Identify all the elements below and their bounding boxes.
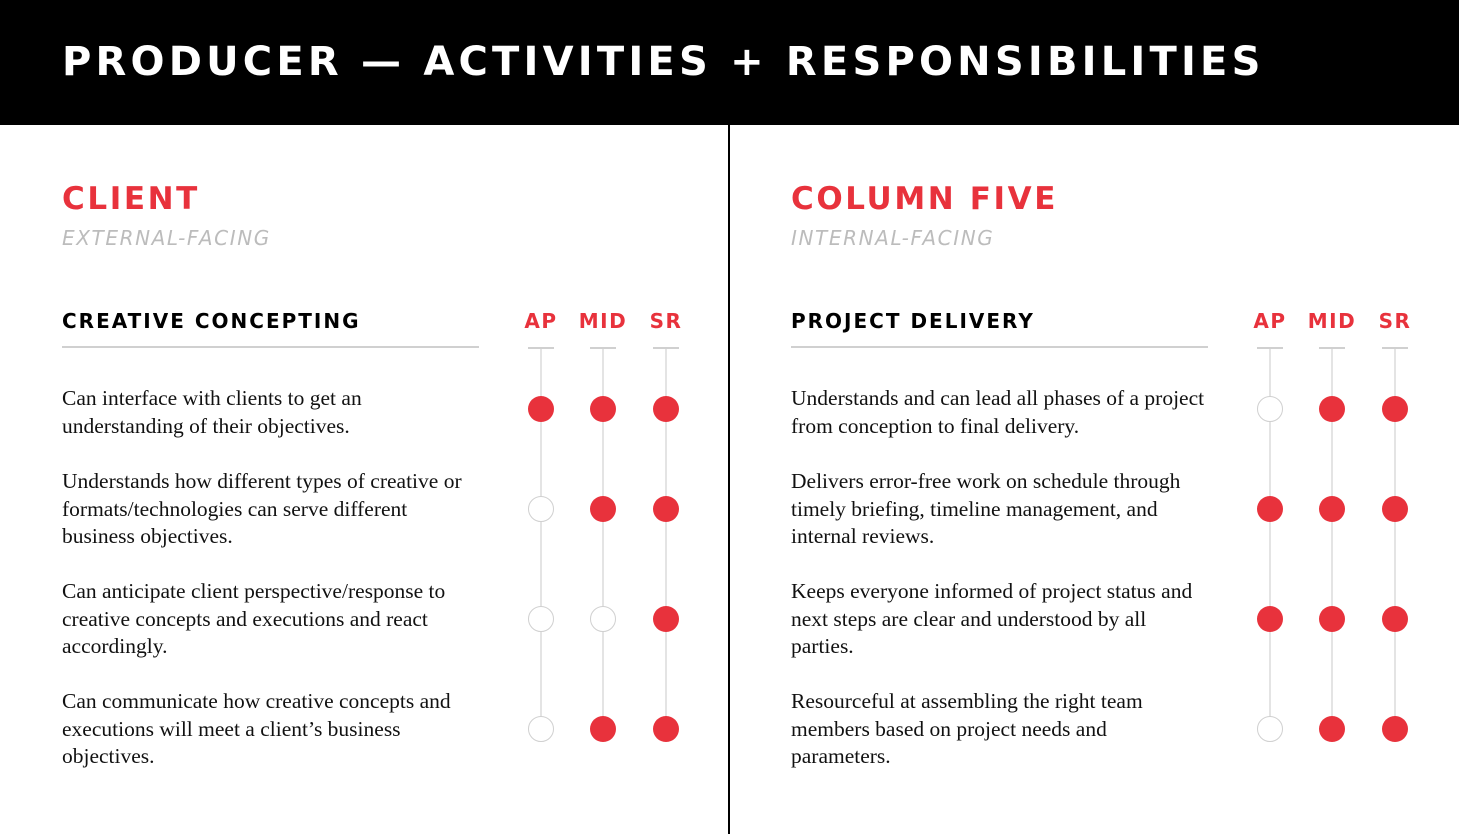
responsibility-text: Understands how different types of creative or formats/technologies can serve different business objectives.	[62, 469, 462, 548]
empty-dot-ap	[528, 606, 554, 632]
group-title-rule	[62, 346, 479, 348]
empty-dot-mid	[590, 606, 616, 632]
responsibility-text: Resourceful at assembling the right team members based on project needs and parameters.	[791, 689, 1143, 768]
level-header-mid: MID	[1307, 309, 1357, 333]
group-title-rule	[791, 346, 1208, 348]
filled-dot-mid	[590, 396, 616, 422]
title-bar	[0, 0, 1459, 125]
section-title: CLIENT	[62, 181, 200, 217]
empty-dot-ap	[1257, 396, 1283, 422]
filled-dot-sr	[1382, 606, 1408, 632]
level-header-ap: AP	[1253, 309, 1287, 333]
filled-dot-mid	[1319, 496, 1345, 522]
empty-dot-ap	[528, 496, 554, 522]
empty-dot-ap	[528, 716, 554, 742]
level-tick-sr	[653, 347, 679, 349]
level-header-mid: MID	[578, 309, 628, 333]
level-header-sr: SR	[649, 309, 683, 333]
responsibility-text: Can anticipate client perspective/response to creative concepts and executions and react accordingly.	[62, 579, 446, 658]
filled-dot-ap	[528, 396, 554, 422]
section-subtitle: EXTERNAL-FACING	[62, 226, 271, 250]
filled-dot-sr	[1382, 396, 1408, 422]
filled-dot-sr	[1382, 496, 1408, 522]
level-tick-sr	[1382, 347, 1408, 349]
page-title: PRODUCER — ACTIVITIES + RESPONSIBILITIES	[62, 39, 1265, 85]
filled-dot-mid	[1319, 606, 1345, 632]
responsibility-text: Delivers error-free work on schedule through timely briefing, timeline management, and internal reviews.	[791, 469, 1181, 548]
filled-dot-mid	[1319, 396, 1345, 422]
level-tick-ap	[528, 347, 554, 349]
filled-dot-sr	[653, 496, 679, 522]
filled-dot-sr	[1382, 716, 1408, 742]
filled-dot-mid	[1319, 716, 1345, 742]
responsibility-text: Understands and can lead all phases of a project from conception to final delivery.	[791, 386, 1205, 438]
filled-dot-ap	[1257, 606, 1283, 632]
level-tick-mid	[590, 347, 616, 349]
filled-dot-mid	[590, 496, 616, 522]
empty-dot-ap	[1257, 716, 1283, 742]
filled-dot-ap	[1257, 496, 1283, 522]
client-panel	[0, 125, 728, 834]
section-title: COLUMN FIVE	[791, 181, 1058, 217]
responsibility-text: Keeps everyone informed of project status and next steps are clear and understood by all parties.	[791, 579, 1193, 658]
level-tick-ap	[1257, 347, 1283, 349]
group-title: CREATIVE CONCEPTING	[62, 309, 361, 333]
responsibility-text: Can interface with clients to get an understanding of their objectives.	[62, 386, 362, 438]
filled-dot-sr	[653, 396, 679, 422]
filled-dot-mid	[590, 716, 616, 742]
section-subtitle: INTERNAL-FACING	[791, 226, 995, 250]
filled-dot-sr	[653, 606, 679, 632]
filled-dot-sr	[653, 716, 679, 742]
group-title: PROJECT DELIVERY	[791, 309, 1035, 333]
responsibility-text: Can communicate how creative concepts and executions will meet a client’s business objectives.	[62, 689, 451, 768]
level-header-ap: AP	[524, 309, 558, 333]
column-five-panel	[729, 125, 1457, 834]
level-tick-mid	[1319, 347, 1345, 349]
level-header-sr: SR	[1378, 309, 1412, 333]
